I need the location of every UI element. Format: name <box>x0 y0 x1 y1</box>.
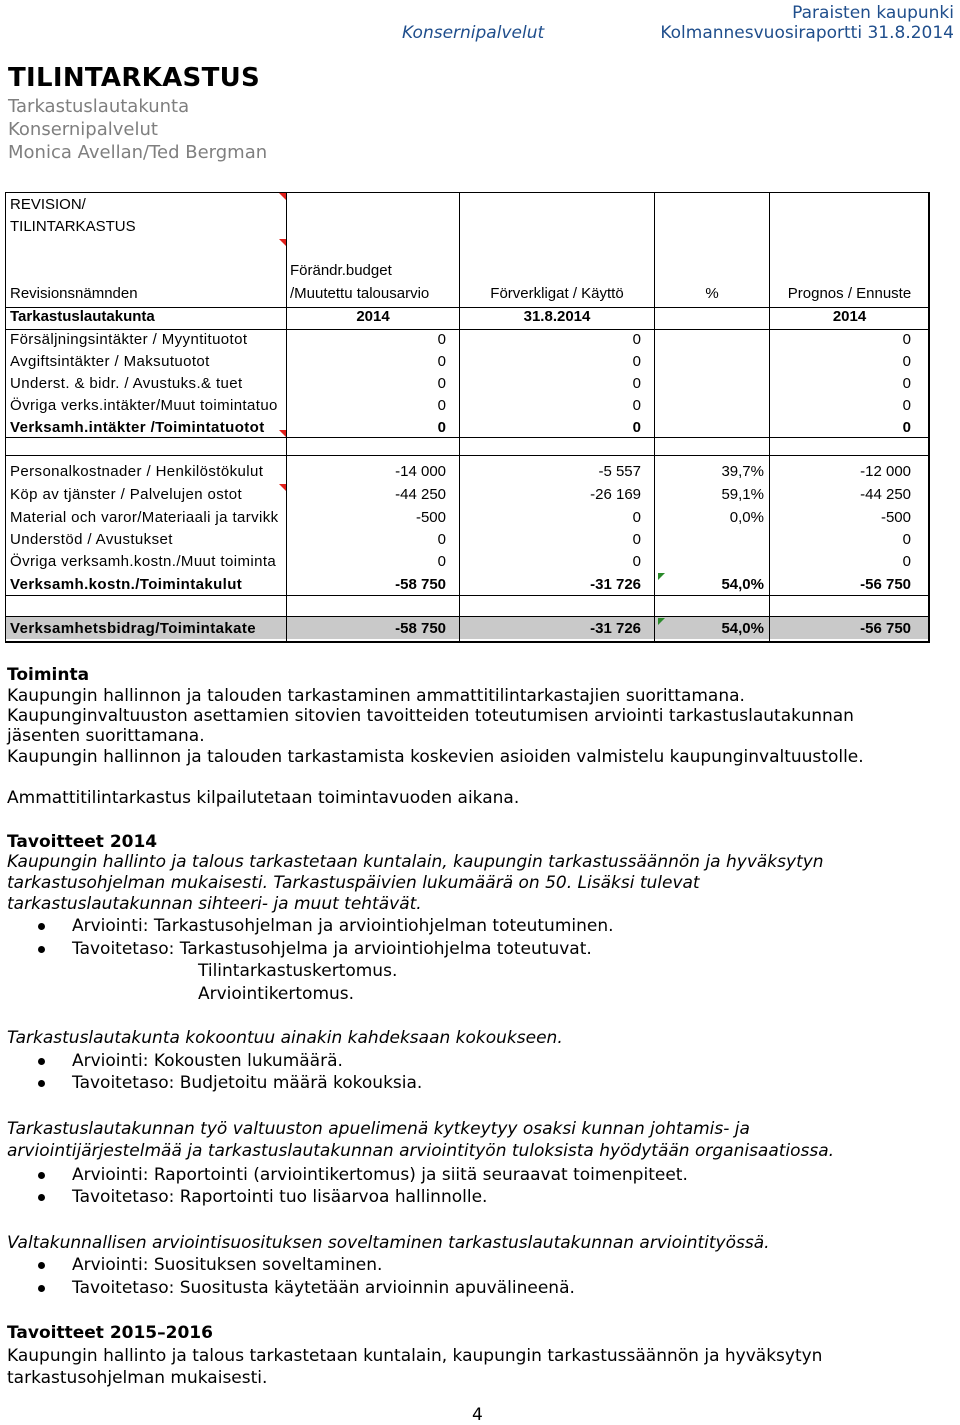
paragraph-line: tarkastusohjelman mukaisesti. <box>7 1368 268 1388</box>
pct-value: 0,0% <box>729 509 764 526</box>
section-title-fi: TILINTARKASTUS <box>10 218 136 235</box>
paragraph-line: Ammattitilintarkastus kilpailutetaan toimintavuoden aikana. <box>7 788 520 808</box>
col-divider <box>769 193 770 641</box>
bullet-continuation: Arviointikertomus. <box>198 984 355 1004</box>
title-line-persons: Monica Avellan/Ted Bergman <box>8 142 268 163</box>
forecast-value: -500 <box>880 509 911 526</box>
row-label: Övriga verks.intäkter/Muut toimintatuo <box>10 397 278 414</box>
bullet-text: Tavoitetaso: Raportointi tuo lisäarvoa hallinnolle. <box>72 1187 488 1207</box>
unit-name-sv: Revisionsnämnden <box>10 285 138 302</box>
forecast-value: 0 <box>902 553 911 570</box>
budget-header-line2: /Muutettu talousarvio <box>290 285 430 302</box>
row-label: Material och varor/Materiaali ja tarvikk <box>10 509 279 526</box>
row-divider <box>6 455 928 456</box>
pct-value: 54,0% <box>721 576 764 593</box>
budget-value: 0 <box>437 397 446 414</box>
bullet-text: Arviointi: Kokousten lukumäärä. <box>72 1051 343 1071</box>
goal-line: tarkastuslautakunnan sihteeri- ja muut tehtävät. <box>7 894 422 914</box>
bullet-text: Tavoitetaso: Budjetoitu määrä kokouksia. <box>72 1073 423 1093</box>
paragraph-line: Kaupungin hallinnon ja talouden tarkastamista koskevien asioiden valmistelu kaupunginvaltuustolle. <box>7 747 864 767</box>
section-title-sv: REVISION/ <box>10 196 86 213</box>
section-heading-goals-2015: Tavoitteet 2015–2016 <box>7 1323 213 1343</box>
pct-value: 39,7% <box>721 463 764 480</box>
col-divider <box>286 193 287 641</box>
goal-line: Tarkastuslautakunnan työ valtuuston apuelimenä kytkeytyy osaksi kunnan johtamis- ja <box>7 1119 750 1139</box>
goal-line: tarkastusohjelman mukaisesti. Tarkastuspäivien lukumäärä on 50. Lisäksi tulevat <box>7 873 700 893</box>
forecast-value: -56 750 <box>860 576 911 593</box>
actual-value: -26 169 <box>590 486 641 503</box>
row-label-total: Verksamh.kostn./Toimintakulut <box>10 576 243 593</box>
bullet-icon <box>38 1080 45 1087</box>
forecast-value: 0 <box>902 397 911 414</box>
actual-value: -5 557 <box>598 463 641 480</box>
forecast-value: 0 <box>902 531 911 548</box>
forecast-value: -12 000 <box>860 463 911 480</box>
row-label: Underst. & bidr. / Avustuks.& tuet <box>10 375 243 392</box>
forecast-value: 0 <box>902 419 911 436</box>
row-label-grand-total: Verksamhetsbidrag/Toimintakate <box>10 620 256 637</box>
forecast-value: -44 250 <box>860 486 911 503</box>
forecast-value: 0 <box>902 331 911 348</box>
forecast-year: 2014 <box>832 308 867 325</box>
row-divider <box>6 616 928 617</box>
bullet-text: Arviointi: Tarkastusohjelman ja arviointiohjelman toteutuminen. <box>72 916 614 936</box>
row-label: Avgiftsintäkter / Maksutuotot <box>10 353 210 370</box>
actual-value: 0 <box>632 375 641 392</box>
bullet-icon <box>38 946 45 953</box>
actual-value: 0 <box>632 353 641 370</box>
actual-value: 0 <box>632 509 641 526</box>
comment-marker <box>279 193 286 200</box>
budget-value: 0 <box>437 553 446 570</box>
actual-value: 0 <box>632 419 641 436</box>
report-title: Kolmannesvuosiraportti 31.8.2014 <box>660 23 954 43</box>
budget-value: 0 <box>437 375 446 392</box>
forecast-value: 0 <box>902 353 911 370</box>
row-label: Övriga verksamh.kostn./Muut toiminta <box>10 553 277 570</box>
bullet-icon <box>38 1194 45 1201</box>
goal-line: Tarkastuslautakunta kokoontuu ainakin kahdeksaan kokoukseen. <box>7 1028 563 1048</box>
goal-line: Kaupungin hallinto ja talous tarkastetaan kuntalain, kaupungin tarkastussäännön ja hyväksytyn <box>7 852 824 872</box>
actual-value: 0 <box>632 331 641 348</box>
title-line-board: Tarkastuslautakunta <box>8 96 190 117</box>
actual-value: -31 726 <box>590 620 641 637</box>
bullet-icon <box>38 1172 45 1179</box>
paragraph-line: Kaupungin hallinnon ja talouden tarkastaminen ammattitilintarkastajien suorittamana. <box>7 686 745 706</box>
goal-line: arviointijärjestelmää ja tarkastuslautakunnan arviointityön tuloksista hyödytään organisaatiossa. <box>7 1141 835 1161</box>
budget-value: -500 <box>415 509 446 526</box>
paragraph-line: Kaupungin hallinto ja talous tarkastetaan kuntalain, kaupungin tarkastussäännön ja hyväksytyn <box>7 1346 823 1366</box>
bullet-icon <box>38 1058 45 1065</box>
comment-marker <box>279 430 286 437</box>
section-heading-toiminta: Toiminta <box>7 665 90 685</box>
row-divider <box>6 595 928 596</box>
budget-value: -44 250 <box>395 486 446 503</box>
bullet-text: Arviointi: Suosituksen soveltaminen. <box>72 1255 383 1275</box>
actual-value: 0 <box>632 397 641 414</box>
row-label: Personalkostnader / Henkilöstökulut <box>10 463 264 480</box>
page-number: 4 <box>472 1405 483 1425</box>
budget-value: 0 <box>437 331 446 348</box>
budget-value: 0 <box>437 353 446 370</box>
financial-table <box>5 192 930 643</box>
pct-value: 59,1% <box>721 486 764 503</box>
organization-name: Paraisten kaupunki <box>792 3 954 23</box>
forecast-value: 0 <box>902 375 911 392</box>
col-divider <box>654 193 655 641</box>
bullet-continuation: Tilintarkastuskertomus. <box>198 961 398 981</box>
title-line-services: Konsernipalvelut <box>8 119 158 140</box>
bullet-icon <box>38 1285 45 1292</box>
pct-value: 54,0% <box>721 620 764 637</box>
budget-value: 0 <box>437 531 446 548</box>
budget-value: -58 750 <box>395 620 446 637</box>
forecast-value: -56 750 <box>860 620 911 637</box>
actual-value: 0 <box>632 553 641 570</box>
budget-header-line1: Förändr.budget <box>290 262 392 279</box>
budget-year: 2014 <box>356 308 390 325</box>
goal-line: Valtakunnallisen arviointisuosituksen soveltaminen tarkastuslautakunnan arviointityössä. <box>7 1233 770 1253</box>
forecast-header: Prognos / Ennuste <box>787 285 912 302</box>
actual-value: -31 726 <box>590 576 641 593</box>
paragraph-line: jäsenten suorittamana. <box>7 726 205 746</box>
department-name: Konsernipalvelut <box>402 23 545 43</box>
actual-header: Förverkligat / Käyttö <box>490 285 624 302</box>
bullet-icon <box>38 1262 45 1269</box>
bullet-text: Tavoitetaso: Tarkastusohjelma ja arviointiohjelma toteutuvat. <box>72 939 592 959</box>
col-divider <box>459 193 460 641</box>
row-label: Försäljningsintäkter / Myyntituotot <box>10 331 248 348</box>
row-label: Understöd / Avustukset <box>10 531 173 548</box>
budget-value: -14 000 <box>395 463 446 480</box>
actual-date: 31.8.2014 <box>523 308 591 325</box>
paragraph-line: Kaupunginvaltuuston asettamien sitovien tavoitteiden toteutumisen arviointi tarkastuslautakunnan <box>7 706 854 726</box>
comment-marker <box>279 484 286 491</box>
unit-name-fi: Tarkastuslautakunta <box>10 308 155 325</box>
bullet-text: Tavoitetaso: Suositusta käytetään arvioinnin apuvälineenä. <box>72 1278 575 1298</box>
row-label: Köp av tjänster / Palvelujen ostot <box>10 486 243 503</box>
actual-value: 0 <box>632 531 641 548</box>
row-label-total: Verksamh.intäkter /Toimintatuotot <box>10 419 265 436</box>
section-heading-goals-2014: Tavoitteet 2014 <box>7 832 158 852</box>
budget-value: 0 <box>437 419 446 436</box>
comment-marker <box>279 239 286 246</box>
budget-value: -58 750 <box>395 576 446 593</box>
page-title: TILINTARKASTUS <box>8 63 261 93</box>
bullet-icon <box>38 923 45 930</box>
pct-header: % <box>705 285 719 302</box>
bullet-text: Arviointi: Raportointi (arviointikertomus) ja siitä seuraavat toimenpiteet. <box>72 1165 688 1185</box>
